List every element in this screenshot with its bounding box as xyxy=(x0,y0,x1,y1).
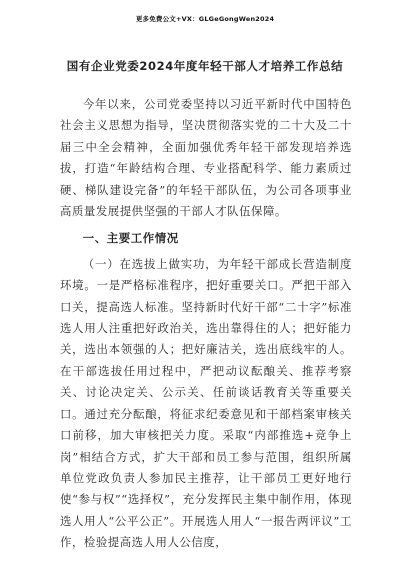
intro-paragraph: 今年以来，公司党委坚持以习近平新时代中国特色社会主义思想为指导，坚决贯彻落实党的二十大及二十届三中全会精神，全面加强优秀年轻干部发现培养选拔，打造“年龄结构合理、专业搭配科学、能力素质过硬、梯队建设完备”的年轻干部队伍，为公司各项事业高质量发展提供坚强的干部人才队伍保障。 xyxy=(60,97,352,219)
header-note: 更多免费公文+VX：GLGeGongWen2024 xyxy=(135,15,275,23)
section-heading: 一、主要工作情况 xyxy=(82,231,179,246)
document-body xyxy=(60,94,352,554)
document-title: 国有企业党委2024年度年轻干部人才培养工作总结 xyxy=(66,59,344,73)
section-paragraph: （一）在选拔上做实功，为年轻干部成长营造制度环境。一是严格标准程序，把好重要关口。严把干部入口关，提高选人标准。坚持新时代好干部“二十字”标准选人用人注重把好政治关，选出靠得住的人；把好能力关，选出本领强的人；把好廉洁关，选出底线牢的人。在干部选拔任用过程中，严把动议酝酿关、推荐考察关、讨论决定关、公示关、任前谈话教育关等重要关口。通过充分酝酿，将征求纪委意见和干部档案审核关口前移，加大审核把关力度。采取“内部推选+竞争上岗”相结合方式，扩大干部和员工参与范围，组织所属单位党政负责人参加民主推荐，让干部员工更好地行使“参与权”“选择权”，充分发挥民主集中制作用，体现选人用人“公平公正”。开展选人用人“一报告两评议”工作，检验提高选人用人公信度， xyxy=(60,256,352,550)
